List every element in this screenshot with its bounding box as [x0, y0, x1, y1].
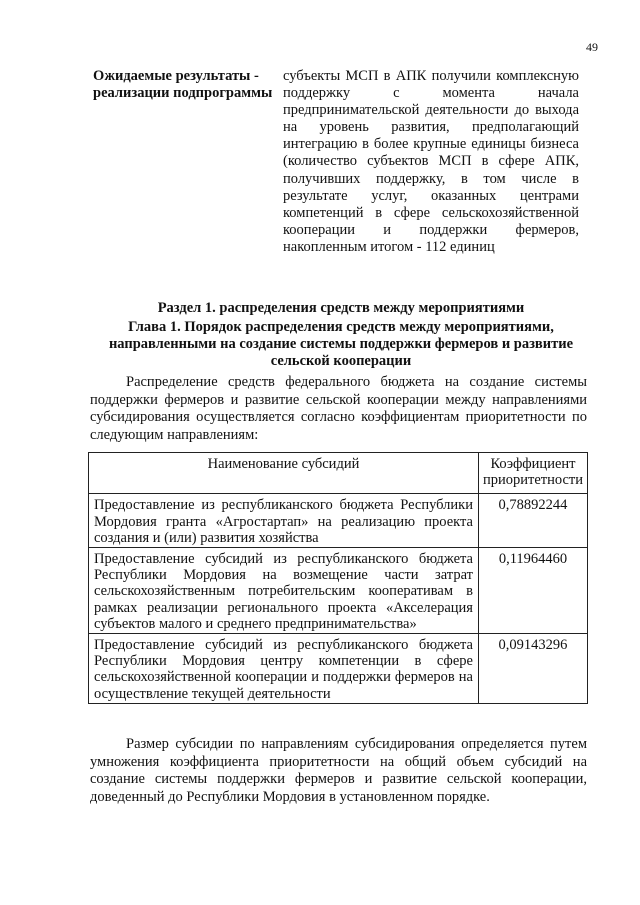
table-row	[89, 548, 588, 634]
coefficient-cell: 0,09143296	[478, 634, 587, 704]
expected-results-label: Ожидаемые результаты - реализации подпрограммы	[93, 68, 273, 101]
expected-results-text: субъекты МСП в АПК получили комплексную поддержку с момента начала предпринимательской деятельности до выхода на уровень развития, предполагающий интеграцию в более крупные единицы бизнеса (количество субъектов МСП в сфере АПК, получивших поддержку, в том числе в результате услуг, оказанных центрами компетенций в сфере сельскохозяйственной кооперации и поддержки фермеров, накопленным итогом - 112 единиц	[283, 68, 579, 255]
table-header-row	[89, 453, 588, 494]
subsidy-name-cell: Предоставление субсидий из республиканского бюджета Республики Мордовия на возмещение части затрат сельскохозяйственным потребительским кооперативам в рамках реализации регионального проекта «Акселерация субъектов малого и среднего предпринимательства»	[89, 548, 479, 634]
subsidy-name-cell: Предоставление субсидий из республиканского бюджета Республики Мордовия центру компетенции в сфере сельскохозяйственной кооперации и поддержки фермеров на осуществление текущей деятельности	[89, 634, 479, 704]
subsidy-name-cell: Предоставление из республиканского бюджета Республики Мордовия гранта «Агростартап» на реализацию проекта создания и (или) развития хозяйства	[89, 494, 479, 548]
coefficient-cell: 0,78892244	[478, 494, 587, 548]
table-row	[89, 494, 588, 548]
header-subsidy-name: Наименование субсидий	[89, 453, 479, 494]
subsidy-table	[88, 452, 588, 704]
coefficient-cell: 0,11964460	[478, 548, 587, 634]
closing-paragraph: Размер субсидии по направлениям субсидирования определяется путем умножения коэффициента приоритетности на общий объем субсидий на создание системы поддержки фермеров и развитие сельской кооперации, доведенный до Республики Мордовия в установленном порядке.	[90, 736, 587, 805]
header-priority-coefficient: Коэффициент приоритетности	[478, 453, 587, 494]
page-number: 49	[586, 40, 598, 54]
intro-paragraph: Распределение средств федерального бюджета на создание системы поддержки фермеров и развитие сельской кооперации между направлениями субсидирования осуществляется согласно коэффициентам приоритетности по следующим направлениям:	[90, 374, 587, 443]
section-heading: Раздел 1. распределения средств между мероприятиями	[157, 300, 525, 316]
chapter-heading: Глава 1. Порядок распределения средств между мероприятиями, направленными на создание системы поддержки фермеров и развитие сельской кооперации	[108, 319, 574, 369]
table-row	[89, 634, 588, 704]
expected-results-block	[93, 68, 583, 256]
